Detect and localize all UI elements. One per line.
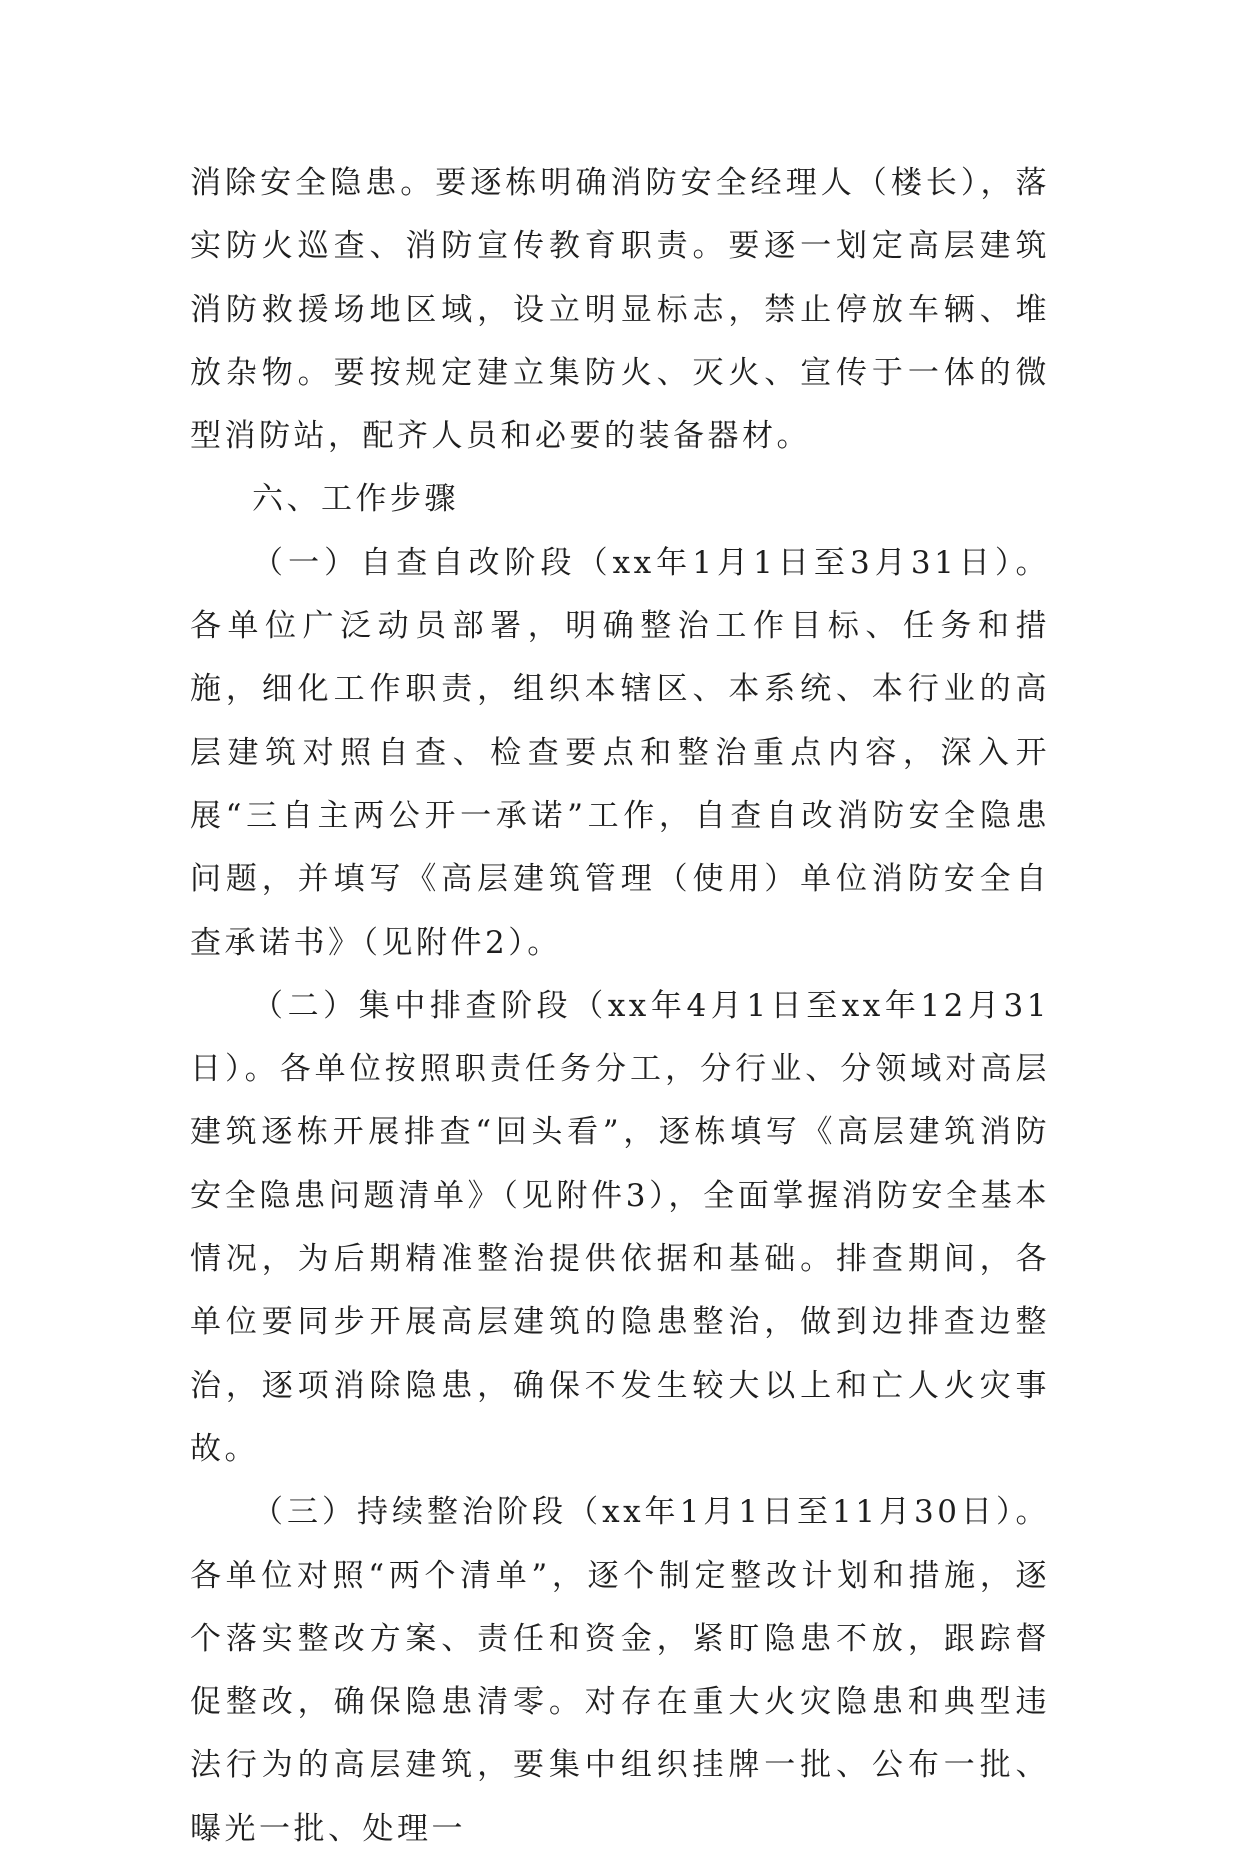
paragraph-continuation: 消除安全隐患。要逐栋明确消防安全经理人（楼长），落实防火巡查、消防宣传教育职责。要逐一划定高层建筑消防救援场地区域，设立明显标志，禁止停放车辆、堆放杂物。要按规定建立集防火、灭火、宣传于一体的微型消防站，配齐人员和必要的装备器材。 bbox=[190, 165, 1050, 455]
document-body bbox=[190, 152, 1050, 1861]
paragraph-centralized-inspection-stage: （二）集中排查阶段（xx年4月1日至xx年12月31日）。各单位按照职责任务分工，分行业、分领域对高层建筑逐栋开展排查“回头看”，逐栋填写《高层建筑消防安全隐患问题清单》（见附件3），全面掌握消防安全基本情况，为后期精准整治提供依据和基础。排查期间，各单位要同步开展高层建筑的隐患整治，做到边排查边整治，逐项消除隐患，确保不发生较大以上和亡人火灾事故。 bbox=[190, 987, 1050, 1467]
paragraph-self-check-stage: （一）自查自改阶段（xx年1月1日至3月31日）。各单位广泛动员部署，明确整治工作目标、任务和措施，细化工作职责，组织本辖区、本系统、本行业的高层建筑对照自查、检查要点和整治重点内容，深入开展“三自主两公开一承诺”工作，自查自改消防安全隐患问题，并填写《高层建筑管理（使用）单位消防安全自查承诺书》（见附件2）。 bbox=[190, 544, 1050, 961]
paragraph-continuous-rectification-stage: （三）持续整治阶段（xx年1月1日至11月30日）。各单位对照“两个清单”，逐个制定整改计划和措施，逐个落实整改方案、责任和资金，紧盯隐患不放，跟踪督促整改，确保隐患清零。对存在重大火灾隐患和典型违法行为的高层建筑，要集中组织挂牌一批、公布一批、曝光一批、处理一 bbox=[190, 1494, 1050, 1847]
section-heading-work-steps: 六、工作步骤 bbox=[252, 481, 459, 518]
